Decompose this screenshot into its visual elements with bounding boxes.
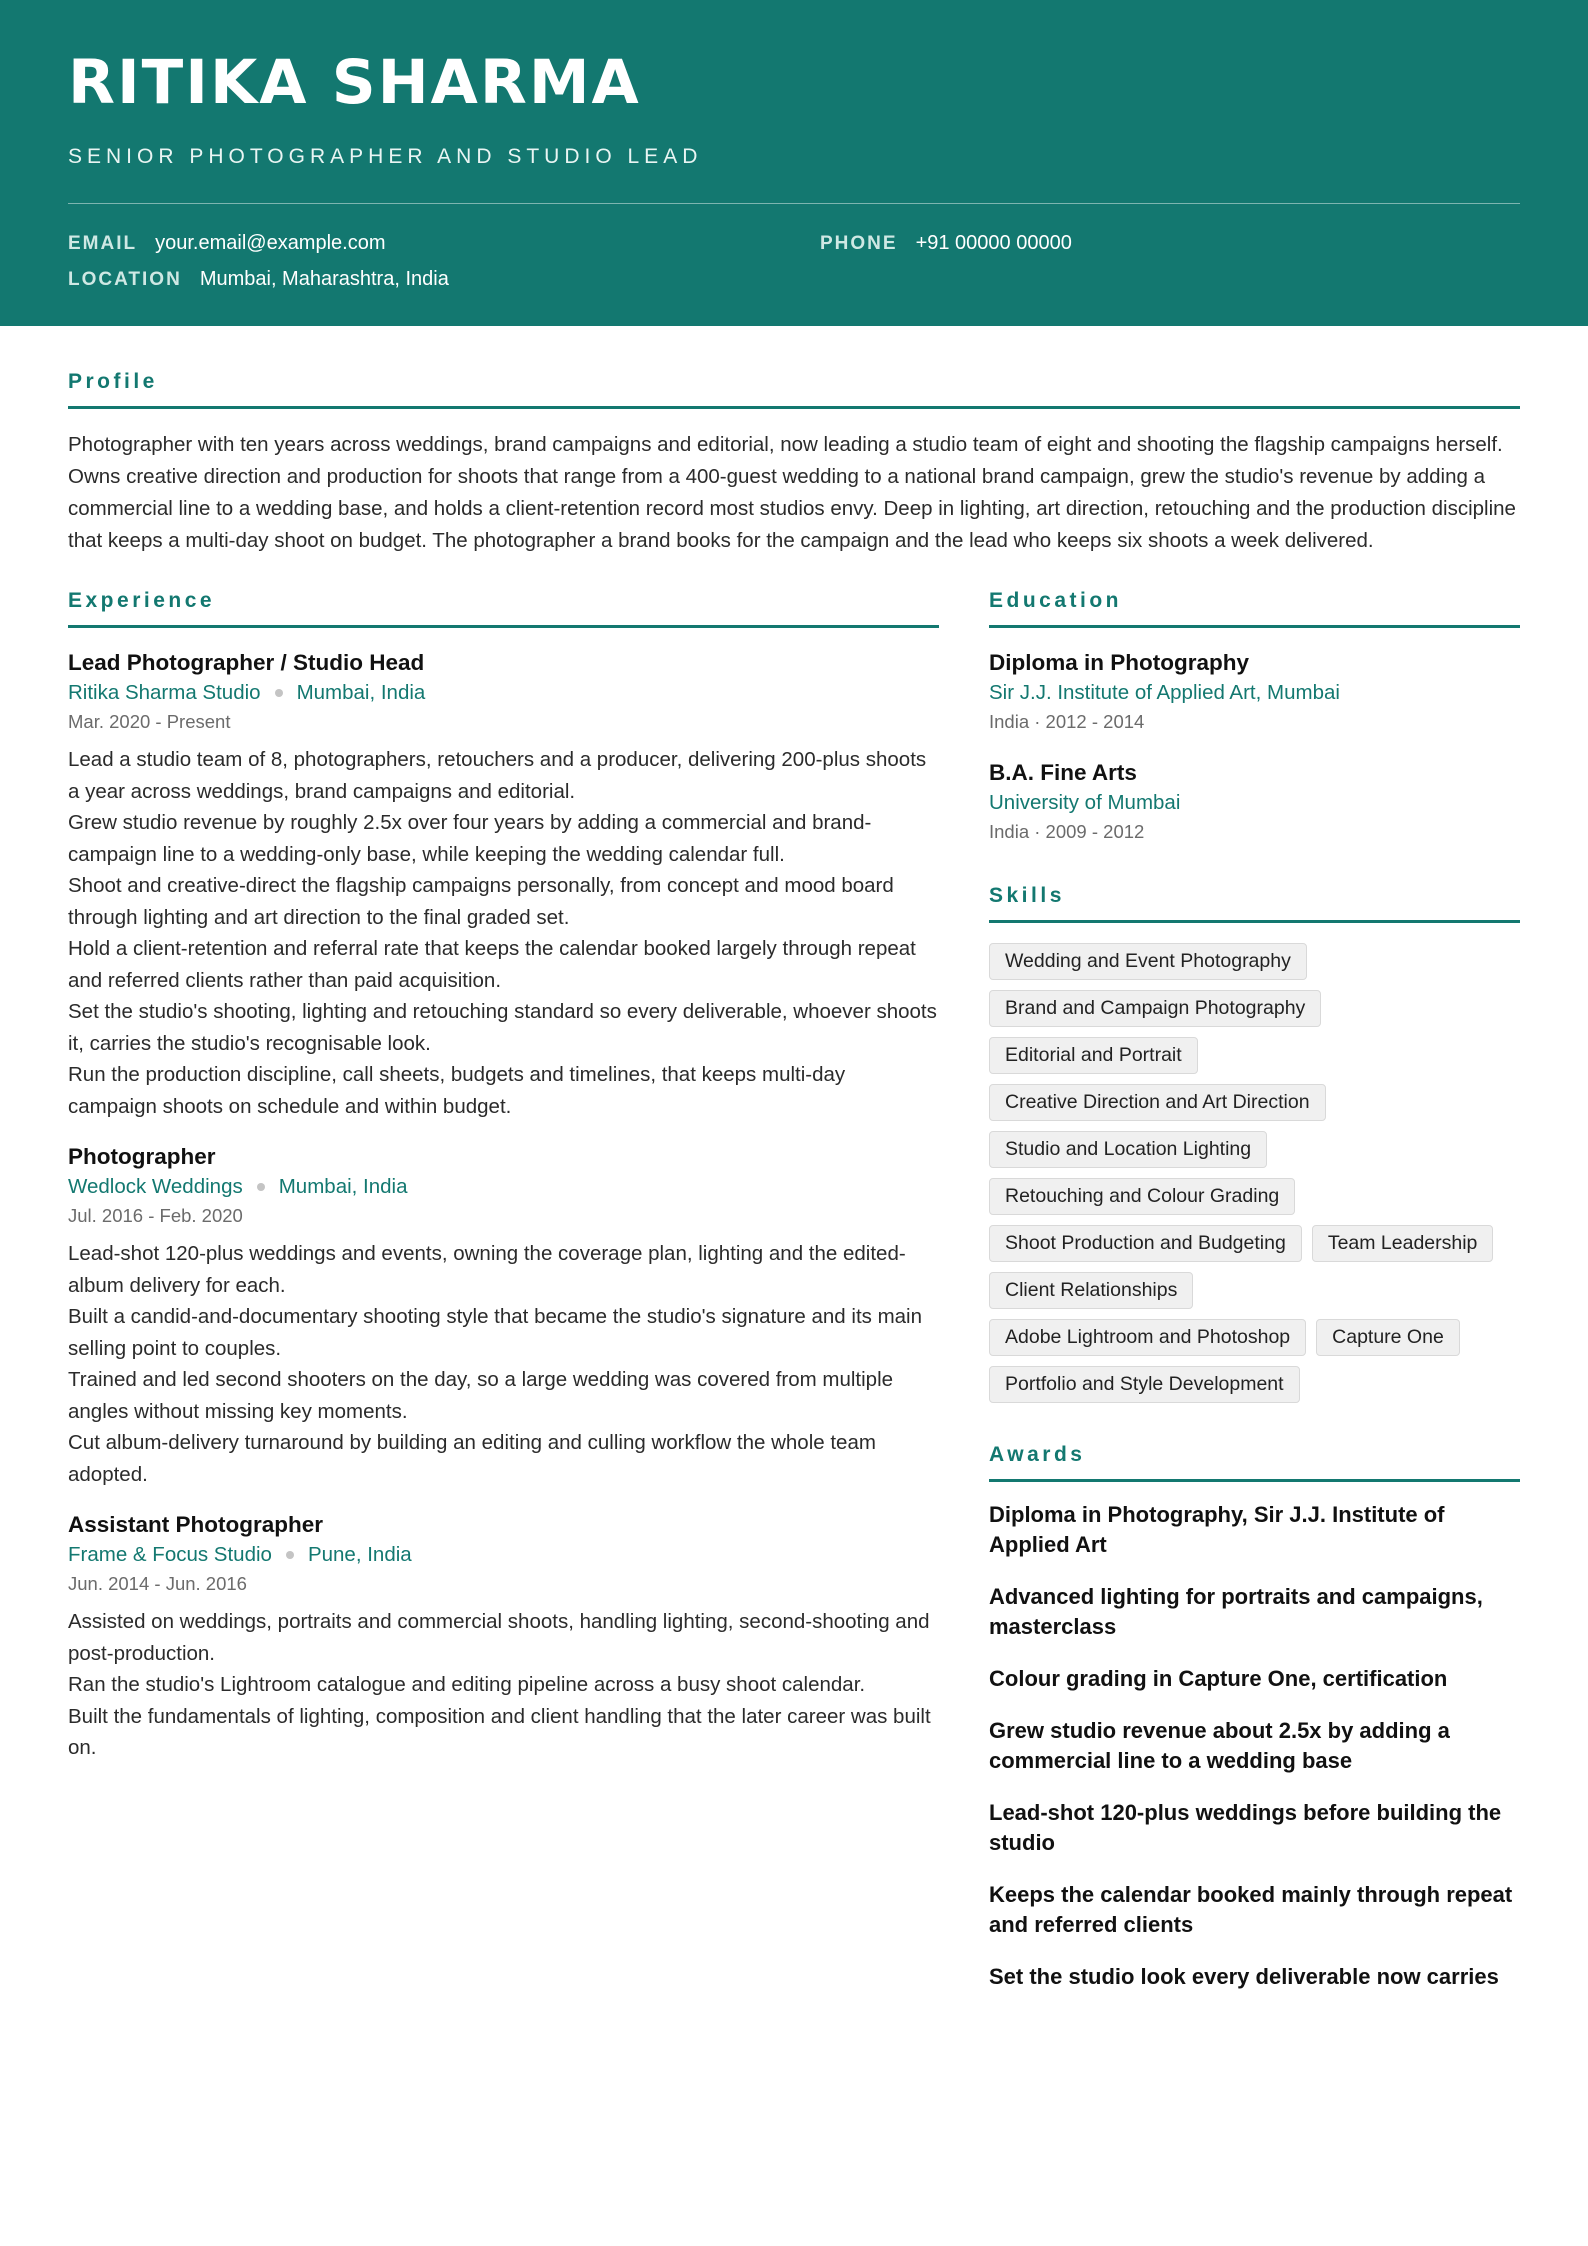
- job-bullet: Hold a client-retention and referral rate that keeps the calendar booked largely through repeat and referred clients rather than paid acquisition.: [68, 937, 916, 992]
- job-meta: [68, 1540, 939, 1570]
- right-column: [989, 589, 1520, 2014]
- skill-chip: Team Leadership: [1312, 1225, 1494, 1262]
- job-bullets: [68, 1606, 939, 1764]
- job-title: Assistant Photographer: [68, 1512, 324, 1537]
- education-degree: B.A. Fine Arts: [989, 760, 1137, 785]
- job-location: Mumbai, India: [296, 681, 426, 704]
- job-bullet: Cut album-delivery turnaround by building an editing and culling workflow the whole team adopted.: [68, 1431, 876, 1486]
- skill-chip: Client Relationships: [989, 1272, 1193, 1309]
- profile-heading: Profile: [68, 370, 1520, 409]
- job-bullet: Built the fundamentals of lighting, composition and client handling that the later career was built on.: [68, 1704, 931, 1759]
- job-bullet: Shoot and creative-direct the flagship campaigns personally, from concept and mood board through lighting and art direction to the final graded set.: [68, 874, 894, 929]
- job-entry: [68, 1142, 939, 1490]
- education-entry: [989, 758, 1520, 846]
- award-item: Colour grading in Capture One, certification: [989, 1666, 1448, 1691]
- job-location: Mumbai, India: [278, 1175, 408, 1198]
- resume-body: [0, 326, 1588, 2014]
- candidate-title: SENIOR PHOTOGRAPHER AND STUDIO LEAD: [68, 145, 703, 168]
- job-dates: Jul. 2016 - Feb. 2020: [68, 1205, 243, 1226]
- job-company: Frame & Focus Studio: [68, 1543, 272, 1566]
- skill-chip: Creative Direction and Art Direction: [989, 1084, 1326, 1121]
- skill-chip: Shoot Production and Budgeting: [989, 1225, 1302, 1262]
- skills-section: [989, 884, 1520, 1403]
- job-bullet: Run the production discipline, call sheets, budgets and timelines, that keeps multi-day campaign shoots on schedule and within budget.: [68, 1063, 846, 1118]
- email-label: EMAIL: [68, 233, 138, 254]
- job-entry: [68, 648, 939, 1122]
- experience-heading: Experience: [68, 589, 939, 628]
- phone-value[interactable]: +91 00000 00000: [915, 232, 1072, 254]
- job-location: Pune, India: [307, 1543, 412, 1566]
- contact-info: [68, 232, 1520, 322]
- awards-section: [989, 1443, 1520, 1992]
- skill-chip: Capture One: [1316, 1319, 1460, 1356]
- job-title: Lead Photographer / Studio Head: [68, 650, 425, 675]
- job-bullet: Trained and led second shooters on the day, so a large wedding was covered from multiple angles without missing key moments.: [68, 1368, 894, 1423]
- education-school: University of Mumbai: [989, 791, 1181, 814]
- education-entry: [989, 648, 1520, 736]
- header-divider: [68, 203, 1520, 204]
- profile-text: Photographer with ten years across weddings, brand campaigns and editorial, now leading a studio team of eight and shooting the flagship campaigns herself. Owns creative direction and production for shoots that range from a 400-guest wedding to a national brand campaign, grew the studio's revenue by adding a commercial line to a wedding base, and holds a client-retention record most studios envy. Deep in lighting, art direction, retouching and the production discipline that keeps a multi-day shoot on budget. The photographer a brand books for the campaign and the lead who keeps six shoots a week delivered.: [68, 433, 1516, 552]
- separator-dot-icon: [257, 1183, 265, 1191]
- skill-chip: Wedding and Event Photography: [989, 943, 1307, 980]
- skill-chip: Studio and Location Lighting: [989, 1131, 1267, 1168]
- job-bullet: Ran the studio's Lightroom catalogue and editing pipeline across a busy shoot calendar.: [68, 1673, 866, 1696]
- email-value[interactable]: your.email@example.com: [155, 232, 386, 254]
- job-meta: [68, 678, 939, 708]
- award-item: Diploma in Photography, Sir J.J. Institute of Applied Art: [989, 1502, 1445, 1557]
- skill-chip: Adobe Lightroom and Photoshop: [989, 1319, 1306, 1356]
- award-item: Grew studio revenue about 2.5x by adding a commercial line to a wedding base: [989, 1718, 1450, 1773]
- skills-heading: Skills: [989, 884, 1520, 923]
- job-company: Wedlock Weddings: [68, 1175, 243, 1198]
- education-section: [989, 589, 1520, 846]
- job-entry: [68, 1510, 939, 1764]
- education-meta: India · 2012 - 2014: [989, 711, 1145, 732]
- job-bullet: Grew studio revenue by roughly 2.5x over four years by adding a commercial and brand-campaign line to a wedding-only base, while keeping the wedding calendar full.: [68, 811, 872, 866]
- job-company: Ritika Sharma Studio: [68, 681, 261, 704]
- job-title: Photographer: [68, 1144, 216, 1169]
- separator-dot-icon: [275, 689, 283, 697]
- separator-dot-icon: [286, 1551, 294, 1559]
- job-bullet: Assisted on weddings, portraits and commercial shoots, handling lighting, second-shooting and post-production.: [68, 1610, 930, 1665]
- job-bullet: Lead-shot 120-plus weddings and events, owning the coverage plan, lighting and the edited-album delivery for each.: [68, 1242, 906, 1297]
- job-bullet: Built a candid-and-documentary shooting style that became the studio's signature and its main selling point to couples.: [68, 1305, 923, 1360]
- resume-header: [0, 0, 1588, 326]
- skills-list: [989, 943, 1520, 1403]
- location-label: LOCATION: [68, 269, 182, 290]
- contact-email: [68, 232, 386, 255]
- skill-chip: Editorial and Portrait: [989, 1037, 1198, 1074]
- education-degree: Diploma in Photography: [989, 650, 1250, 675]
- skill-chip: Portfolio and Style Development: [989, 1366, 1300, 1403]
- award-item: Keeps the calendar booked mainly through repeat and referred clients: [989, 1882, 1513, 1937]
- location-value: Mumbai, Maharashtra, India: [199, 268, 449, 290]
- left-column: [68, 589, 939, 2014]
- experience-section: [68, 589, 939, 1764]
- job-meta: [68, 1172, 939, 1202]
- award-item: Advanced lighting for portraits and campaigns, masterclass: [989, 1584, 1483, 1639]
- two-column-layout: [68, 589, 1520, 2014]
- job-bullets: [68, 744, 939, 1122]
- contact-phone: [820, 232, 1072, 255]
- job-dates: Jun. 2014 - Jun. 2016: [68, 1573, 247, 1594]
- contact-location: [68, 268, 449, 291]
- awards-list: [989, 1500, 1520, 1992]
- education-heading: Education: [989, 589, 1520, 628]
- award-item: Lead-shot 120-plus weddings before building the studio: [989, 1800, 1502, 1855]
- candidate-name: RITIKA SHARMA: [68, 47, 641, 118]
- education-meta: India · 2009 - 2012: [989, 821, 1145, 842]
- job-bullets: [68, 1238, 939, 1490]
- job-dates: Mar. 2020 - Present: [68, 711, 231, 732]
- job-bullet: Lead a studio team of 8, photographers, retouchers and a producer, delivering 200-plus shoots a year across weddings, brand campaigns and editorial.: [68, 748, 927, 803]
- awards-heading: Awards: [989, 1443, 1520, 1482]
- profile-section: [68, 370, 1520, 557]
- education-school: Sir J.J. Institute of Applied Art, Mumbai: [989, 681, 1340, 704]
- phone-label: PHONE: [820, 233, 898, 254]
- award-item: Set the studio look every deliverable now carries: [989, 1964, 1499, 1989]
- job-bullet: Set the studio's shooting, lighting and retouching standard so every deliverable, whoever shoots it, carries the studio's recognisable look.: [68, 1000, 937, 1055]
- skill-chip: Brand and Campaign Photography: [989, 990, 1321, 1027]
- skill-chip: Retouching and Colour Grading: [989, 1178, 1295, 1215]
